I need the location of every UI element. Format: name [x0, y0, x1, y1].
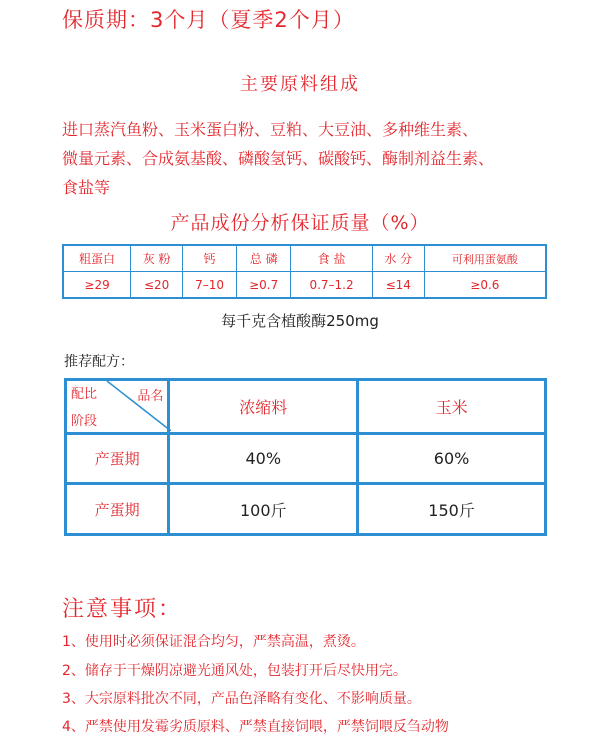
note-item: 1、使用时必须保证混合均匀，严禁高温，煮烫。	[62, 634, 365, 650]
analysis-value-cell: ≥0.6	[424, 272, 546, 299]
analysis-value-row	[63, 272, 546, 299]
notes-title: 注意事项：	[62, 597, 183, 622]
analysis-value-cell: ≤14	[372, 272, 424, 299]
shelf-life: 保质期：3个月（夏季2个月）	[62, 8, 355, 32]
recipe-value: 60%	[358, 433, 546, 484]
recipe-value: 150斤	[358, 484, 546, 535]
note-item: 4、严禁使用发霉劣质原料、严禁直接饲喂，严禁饲喂反刍动物	[62, 719, 449, 735]
recipe-value: 40%	[169, 433, 358, 484]
corner-product-label: 品名	[137, 389, 164, 405]
analysis-header-cell: 灰 粉	[131, 245, 183, 272]
analysis-value-cell: ≤20	[131, 272, 183, 299]
recipe-corner	[67, 381, 167, 431]
recipe-header-row	[66, 380, 546, 434]
analysis-header-cell: 水 分	[372, 245, 424, 272]
note-item: 3、大宗原料批次不同，产品色泽略有变化、不影响质量。	[62, 691, 421, 707]
corner-ratio-label: 配比	[71, 387, 98, 403]
recipe-col-corn: 玉米	[358, 380, 546, 434]
recipe-stage: 产蛋期	[66, 484, 169, 535]
analysis-header-cell: 粗蛋白	[63, 245, 131, 272]
analysis-header-cell: 钙	[183, 245, 237, 272]
note-item: 2、储存于干燥阴凉避光通风处，包装打开后尽快用完。	[62, 663, 407, 679]
analysis-table	[62, 244, 547, 299]
analysis-header-cell: 可利用蛋氨酸	[424, 245, 546, 272]
analysis-value-cell: 0.7–1.2	[291, 272, 372, 299]
analysis-value-cell: 7–10	[183, 272, 237, 299]
analysis-header-cell: 总 磷	[237, 245, 291, 272]
recipe-table	[64, 378, 547, 536]
materials-line: 微量元素、合成氨基酸、磷酸氢钙、碳酸钙、酶制剂益生素、	[62, 149, 495, 168]
corner-stage-label: 阶段	[71, 414, 98, 430]
recipe-value: 100斤	[169, 484, 358, 535]
phytase-note: 每千克含植酸酶250mg	[221, 312, 379, 330]
recipe-title: 推荐配方：	[64, 354, 134, 370]
analysis-value-cell: ≥0.7	[237, 272, 291, 299]
analysis-value-cell: ≥29	[63, 272, 131, 299]
recipe-corner-cell	[66, 380, 169, 434]
recipe-row	[66, 433, 546, 484]
materials-line: 食盐等	[62, 178, 111, 197]
analysis-header-cell: 食 盐	[291, 245, 372, 272]
materials-title: 主要原料组成	[240, 74, 360, 95]
recipe-stage: 产蛋期	[66, 433, 169, 484]
analysis-title: 产品成份分析保证质量（%）	[170, 212, 430, 234]
materials-line: 进口蒸汽鱼粉、玉米蛋白粉、豆粕、大豆油、多种维生素、	[62, 120, 479, 139]
recipe-row	[66, 484, 546, 535]
recipe-col-concentrate: 浓缩料	[169, 380, 358, 434]
analysis-header-row	[63, 245, 546, 272]
